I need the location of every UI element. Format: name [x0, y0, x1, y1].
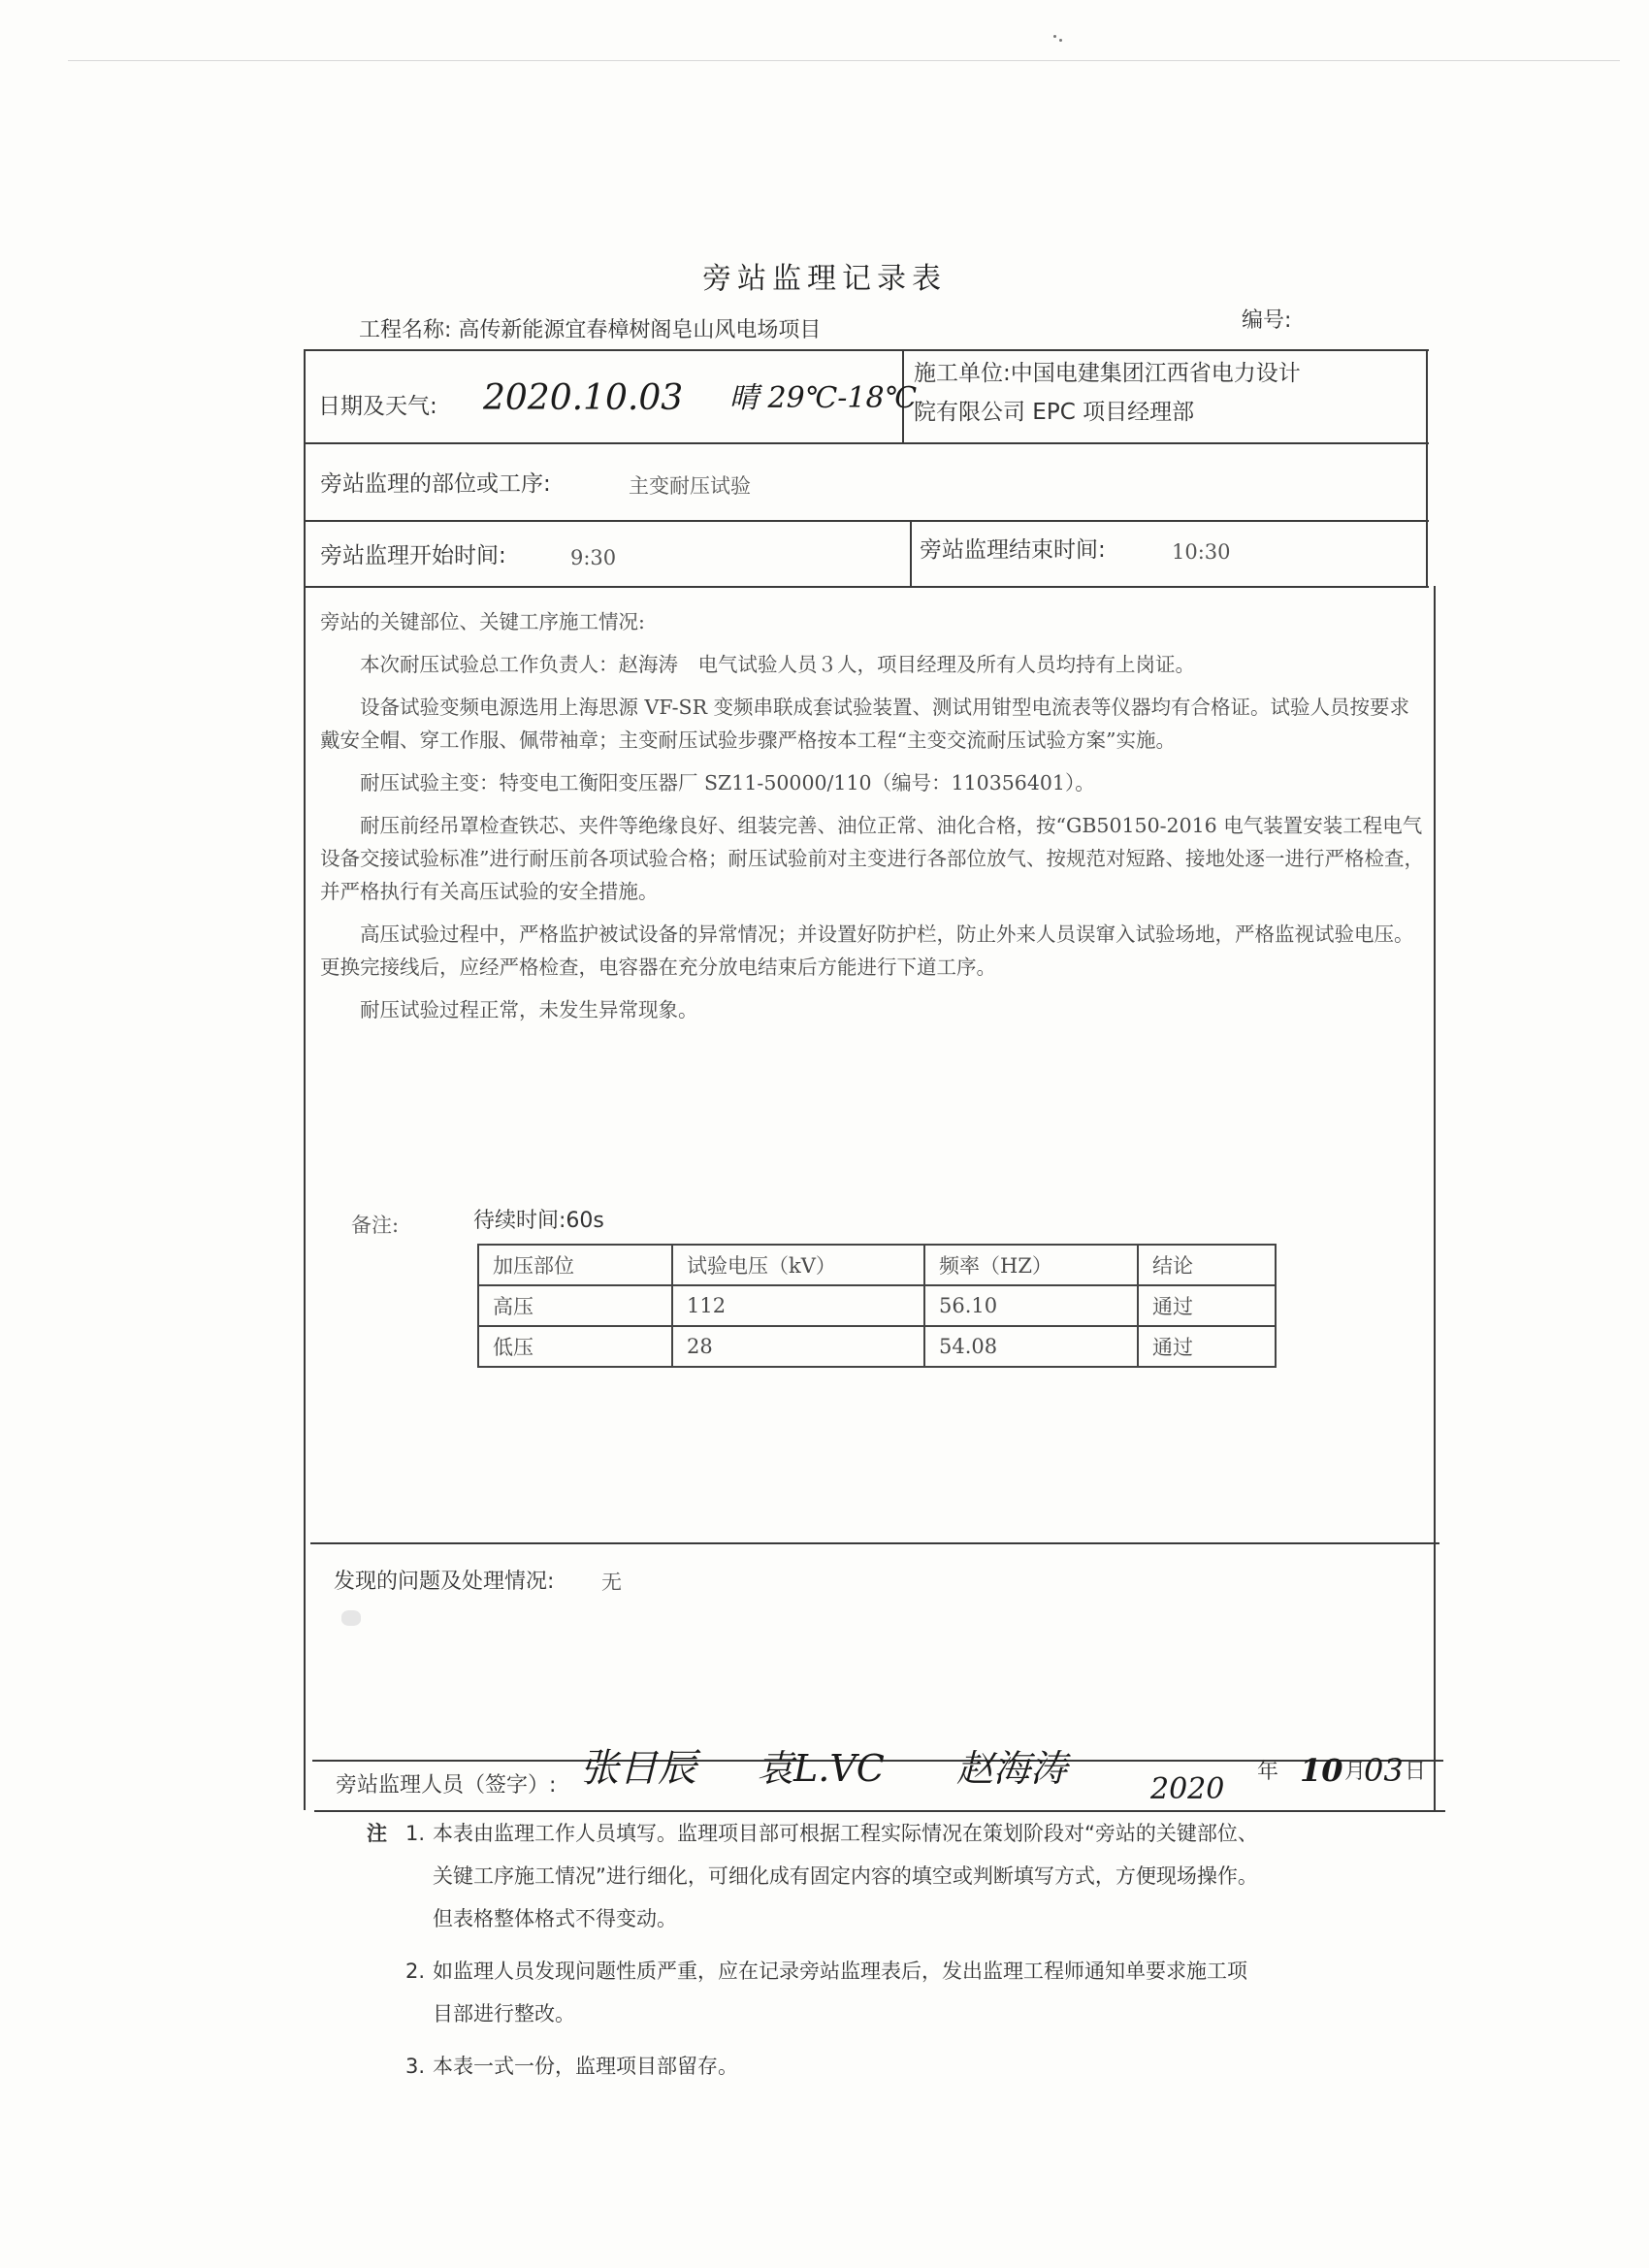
grid-line: [304, 349, 1429, 351]
grid-line: [310, 1542, 1439, 1544]
form-code-label: 编号:: [1242, 308, 1292, 333]
scan-speck: [1053, 35, 1056, 38]
form-title: 旁站监理记录表: [702, 262, 947, 296]
construction-situation: [320, 605, 1426, 1036]
note-line: 目部进行整改。: [433, 2002, 575, 2025]
sign-month-handwritten: 10: [1300, 1752, 1343, 1789]
table-header-row: [478, 1245, 1276, 1285]
project-label: 工程名称:: [359, 318, 452, 342]
signature-handwritten: 袁L.VC: [757, 1747, 885, 1790]
note-number: 3.: [405, 2055, 426, 2078]
grid-line: [910, 520, 912, 586]
sign-year-handwritten: 2020: [1150, 1772, 1225, 1806]
start-time-value: 9:30: [570, 546, 617, 569]
problems-label: 发现的问题及处理情况:: [334, 1570, 555, 1594]
signature-handwritten: 赵海涛: [956, 1747, 1068, 1790]
day-label: 日: [1405, 1760, 1427, 1784]
end-time-value: 10:30: [1172, 540, 1231, 564]
process-label: 旁站监理的部位或工序:: [320, 471, 551, 497]
table-row: [478, 1326, 1276, 1367]
handwritten-date: 2020.10.03: [483, 378, 684, 418]
form-notes: [367, 1812, 1482, 2088]
situation-heading: 旁站的关键部位、关键工序施工情况:: [320, 610, 645, 633]
table-cell: 28: [672, 1326, 924, 1367]
scan-top-line: [68, 60, 1620, 61]
project-name-line: [359, 313, 821, 343]
project-name: 高传新能源宜春樟树阁皂山风电场项目: [458, 318, 822, 342]
grid-line: [304, 442, 1429, 444]
table-cell: 高压: [478, 1285, 672, 1326]
table-header-cell: 试验电压（kV）: [672, 1245, 924, 1285]
scan-smudge: [341, 1610, 361, 1626]
handwritten-weather: 晴 29℃-18℃: [729, 381, 918, 415]
note-number: 2.: [405, 1960, 426, 1983]
signature-label: 旁站监理人员（签字）:: [336, 1773, 557, 1798]
end-time-label: 旁站监理结束时间:: [920, 537, 1106, 563]
grid-line: [1434, 586, 1436, 1810]
note-number: 1.: [405, 1822, 426, 1845]
situation-paragraph: 耐压前经吊罩检查铁芯、夹件等绝缘良好、组装完善、油位正常、油化合格，按“GB50150-2016 电气装置安装工程电气设备交接试验标准”进行耐压前各项试验合格；耐压试验前对主变进行各部位放气、按规范对短路、接地处逐一进行严格检查，并严格执行有关高压试验的安全措施。: [320, 814, 1424, 903]
grid-line: [304, 349, 306, 1810]
note-item: [376, 1950, 1482, 2035]
table-header-cell: 频率（HZ）: [924, 1245, 1138, 1285]
table-header-cell: 结论: [1138, 1245, 1276, 1285]
table-cell: 通过: [1138, 1326, 1276, 1367]
note-line: 本表由监理工作人员填写。监理项目部可根据工程实际情况在策划阶段对“旁站的关键部位、: [433, 1822, 1258, 1845]
table-cell: 56.10: [924, 1285, 1138, 1326]
test-results-table: [477, 1244, 1277, 1368]
table-cell: 54.08: [924, 1326, 1138, 1367]
note-line: 但表格整体格式不得变动。: [433, 1907, 677, 1930]
situation-paragraph: 设备试验变频电源选用上海思源 VF-SR 变频串联成套试验装置、测试用钳型电流表等仪器均有合格证。试验人员按要求戴安全帽、穿工作服、佩带袖章；主变耐压试验步骤严格按本工程“主变交流耐压试验方案”实施。: [320, 696, 1410, 752]
sign-day-handwritten: 03: [1364, 1752, 1404, 1789]
process-value: 主变耐压试验: [629, 474, 751, 498]
note-line: 关键工序施工情况”进行细化，可细化成有固定内容的填空或判断填写方式，方便现场操作。: [433, 1864, 1258, 1888]
note-item: [367, 1812, 1482, 1940]
problems-value: 无: [601, 1571, 622, 1594]
situation-paragraph: 耐压试验过程正常，未发生异常现象。: [360, 998, 698, 1021]
year-label: 年: [1257, 1760, 1279, 1784]
contractor-label: 施工单位:中国电建集团江西省电力设计: [914, 361, 1301, 386]
start-time-label: 旁站监理开始时间:: [320, 543, 506, 568]
notes-label: 注: [367, 1822, 387, 1845]
grid-line: [304, 586, 1429, 588]
table-cell: 112: [672, 1285, 924, 1326]
note-item: [376, 2045, 1482, 2088]
note-line: 如监理人员发现问题性质严重，应在记录旁站监理表后，发出监理工程师通知单要求施工项: [433, 1960, 1247, 1983]
duration-text: 待续时间:60s: [473, 1209, 604, 1233]
month-label: 月: [1344, 1760, 1367, 1784]
date-weather-label: 日期及天气:: [318, 394, 437, 419]
note-line: 本表一式一份，监理项目部留存。: [433, 2055, 738, 2078]
table-header-cell: 加压部位: [478, 1245, 672, 1285]
table-cell: 低压: [478, 1326, 672, 1367]
table-row: [478, 1285, 1276, 1326]
grid-line: [304, 520, 1429, 522]
table-cell: 通过: [1138, 1285, 1276, 1326]
scan-speck: [1059, 39, 1062, 42]
situation-paragraph: 高压试验过程中，严格监护被试设备的异常情况；并设置好防护栏，防止外来人员误窜入试验场地，严格监视试验电压。更换完接线后，应经严格检查，电容器在充分放电结束后方能进行下道工序。: [320, 923, 1414, 979]
signature-handwritten: 张日辰: [580, 1746, 696, 1791]
situation-paragraph: 耐压试验主变：特变电工衡阳变压器厂 SZ11-50000/110（编号：110356401）。: [360, 771, 1095, 794]
grid-line: [1426, 349, 1428, 588]
situation-paragraph: 本次耐压试验总工作负责人：赵海涛 电气试验人员３人，项目经理及所有人员均持有上岗证。: [360, 653, 1195, 676]
remark-label: 备注:: [351, 1214, 400, 1237]
contractor-line2: 院有限公司 EPC 项目经理部: [914, 400, 1195, 425]
